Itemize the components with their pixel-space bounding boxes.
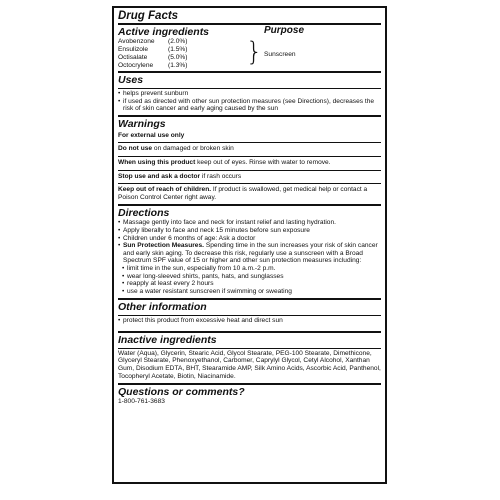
- ingredient-percent: (5.0%): [168, 54, 188, 61]
- phone-number: 1-800-761-3683: [118, 398, 165, 406]
- active-ingredient-row: [118, 46, 187, 54]
- list-item: • if used as directed with other sun protection measures (see Directions), decreases the risk of skin cancer and early aging caused by the sun: [118, 98, 381, 113]
- divider: [118, 88, 381, 89]
- keep-out-text: [118, 183, 381, 204]
- active-ingredient-row: [118, 54, 187, 62]
- stop-use-text: [118, 170, 381, 184]
- list-item: • protect this product from excessive heat and direct sun: [118, 317, 381, 325]
- list-item: • Massage gently into face and neck for instant relief and lasting hydration.: [118, 219, 381, 227]
- ingredient-percent: (2.0%): [168, 38, 188, 45]
- divider: [118, 315, 381, 316]
- when-using-body: keep out of eyes. Rinse with water to remove.: [195, 158, 331, 166]
- purpose-heading: Purpose: [264, 25, 305, 36]
- directions-list: [118, 219, 381, 295]
- sun-protection-body: Spending time in the sun increases your risk of skin cancer and early skin aging. To decrease this risk, regularly use a sunscreen with a Broad Spectrum SPF value of 15 or higher and other sun protection measures including:: [123, 242, 378, 265]
- divider: [118, 348, 381, 349]
- ingredient-percent: (1.3%): [168, 62, 188, 69]
- list-item: • use a water resistant sunscreen if swimming or sweating: [118, 288, 381, 296]
- ingredient-name: Octocrylene: [118, 62, 154, 69]
- ingredient-percent: (1.5%): [168, 46, 188, 53]
- active-ingredients-list: [118, 38, 187, 70]
- active-ingredient-row: [118, 38, 187, 46]
- keep-out-label: Keep out of reach of children.: [118, 186, 212, 194]
- active-ingredients-heading: Active ingredients: [118, 26, 210, 38]
- other-information-section: [118, 298, 381, 325]
- uses-heading: Uses: [118, 74, 144, 86]
- brace-icon: }: [246, 37, 263, 67]
- panel-title: Drug Facts: [118, 10, 179, 22]
- directions-section: [118, 204, 381, 295]
- other-information-heading: Other information: [118, 301, 207, 314]
- uses-section: [118, 71, 381, 113]
- when-using-label: When using this product: [118, 158, 196, 166]
- do-not-use-text: [118, 142, 381, 156]
- warnings-section: [118, 115, 381, 205]
- ingredient-name: Ensulizole: [118, 46, 149, 53]
- inactive-ingredients-section: [118, 331, 381, 380]
- sun-protection-label: Sun Protection Measures.: [123, 242, 204, 250]
- uses-list: [118, 90, 381, 113]
- list-item: • reapply at least every 2 hours: [118, 280, 381, 288]
- do-not-use-label: Do not use: [118, 145, 153, 153]
- inactive-ingredients-text: Water (Aqua), Glycerin, Stearic Acid, Glycol Stearate, PEG-100 Stearate, Dimethicone, Glyceryl Stearate, Phenoxyethanol, Carbomer, Caprylyl Glycol, Cetyl Alcohol, Xanthan Gum, Disodium EDTA, BHT, Stearamide AMP, Silk Amino Acids, Ascorbic Acid, Panthenol, Tocopheryl Acetate, Biotin, Niacinamide.: [118, 349, 381, 380]
- stop-use-label: Stop use and ask a doctor: [118, 172, 201, 180]
- active-ingredient-row: [118, 62, 187, 70]
- other-information-list: [118, 317, 381, 325]
- external-use-text: For external use only: [118, 131, 185, 139]
- list-item: • Apply liberally to face and neck 15 minutes before sun exposure: [118, 227, 381, 235]
- list-item: • wear long-sleeved shirts, pants, hats, and sunglasses: [118, 273, 381, 281]
- stop-use-body: if rash occurs: [200, 172, 242, 180]
- do-not-use-body: on damaged or broken skin: [152, 145, 234, 153]
- questions-heading: Questions or comments?: [118, 386, 245, 399]
- drug-facts-panel: [112, 6, 387, 484]
- list-item: • helps prevent sunburn: [118, 90, 381, 98]
- questions-section: [118, 383, 381, 406]
- ingredient-name: Avobenzone: [118, 38, 155, 45]
- keep-out-body: If product is swallowed, get medical help or contact a Poison Control Center right away.: [118, 186, 368, 201]
- list-item: • Children under 6 months of age: Ask a doctor: [118, 235, 381, 243]
- directions-heading: Directions: [118, 207, 170, 220]
- title-section: [118, 8, 381, 23]
- warnings-heading: Warnings: [118, 117, 166, 130]
- active-ingredients-section: [118, 23, 381, 71]
- when-using-text: [118, 156, 381, 170]
- list-item: • limit time in the sun, especially from 10 a.m.-2 p.m.: [118, 265, 381, 273]
- inactive-ingredients-heading: Inactive ingredients: [118, 333, 217, 346]
- purpose-value: Sunscreen: [264, 51, 296, 58]
- ingredient-name: Octisalate: [118, 54, 148, 61]
- list-item: [118, 242, 381, 265]
